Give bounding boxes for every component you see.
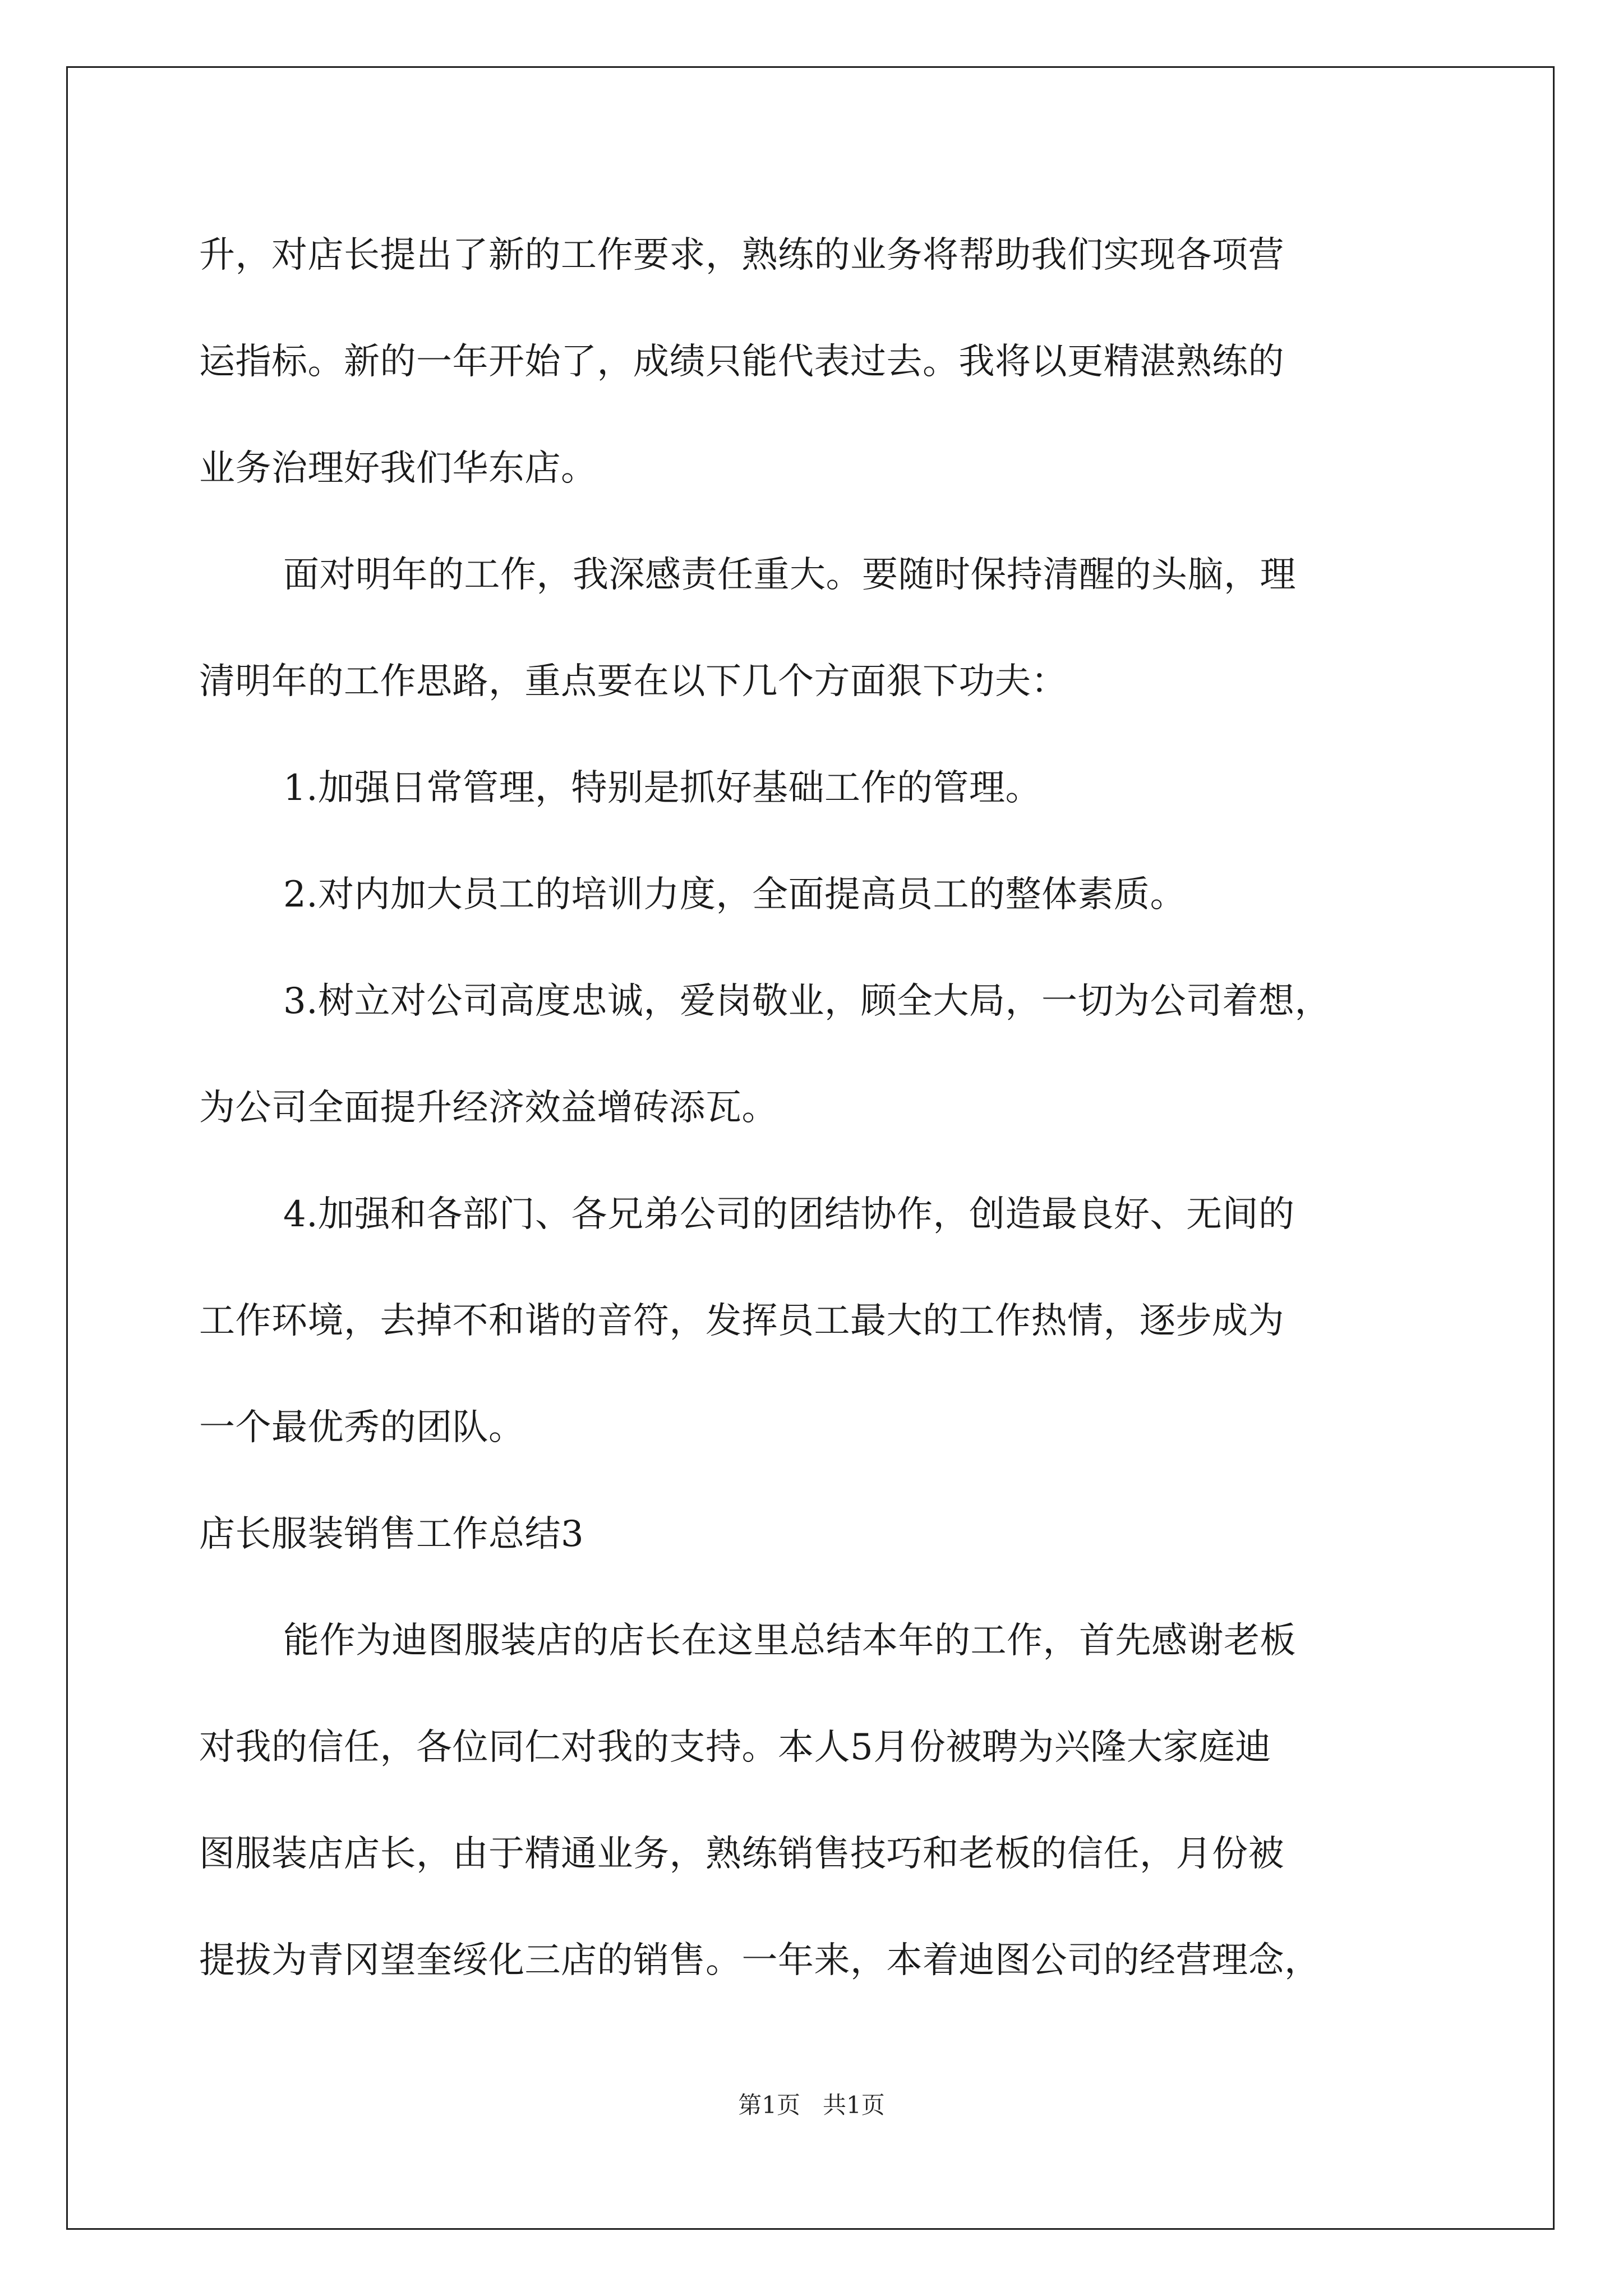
list-item: 4.加强和各部门、各兄弟公司的团结协作，创造最良好、无间的 bbox=[283, 1194, 1295, 1235]
paragraph-line: 面对明年的工作，我深感责任重大。要随时保持清醒的头脑，理 bbox=[283, 554, 1296, 596]
section-heading: 店长服装销售工作总结3 bbox=[199, 1513, 584, 1555]
document-body bbox=[199, 202, 1422, 2014]
paragraph-line: 为公司全面提升经济效益增砖添瓦。 bbox=[199, 1087, 778, 1129]
paragraph-line: 运指标。新的一年开始了，成绩只能代表过去。我将以更精湛熟练的 bbox=[199, 341, 1284, 383]
paragraph-line: 业务治理好我们华东店。 bbox=[199, 448, 597, 489]
paragraph-line: 图服装店店长，由于精通业务，熟练销售技巧和老板的信任，月份被 bbox=[199, 1833, 1284, 1875]
paragraph-line: 清明年的工作思路，重点要在以下几个方面狠下功夫： bbox=[199, 661, 1067, 702]
list-item: 1.加强日常管理，特别是抓好基础工作的管理。 bbox=[283, 767, 1042, 809]
paragraph-line: 一个最优秀的团队。 bbox=[199, 1407, 525, 1448]
paragraph-line: 提拔为青冈望奎绥化三店的销售。一年来，本着迪图公司的经营理念， bbox=[199, 1940, 1321, 1981]
paragraph-line: 对我的信任，各位同仁对我的支持。本人5月份被聘为兴隆大家庭迪 bbox=[199, 1727, 1271, 1768]
paragraph-line: 升，对店长提出了新的工作要求，熟练的业务将帮助我们实现各项营 bbox=[199, 234, 1284, 276]
paragraph-line: 工作环境，去掉不和谐的音符，发挥员工最大的工作热情，逐步成为 bbox=[199, 1300, 1284, 1342]
page-number: 第1页 共1页 bbox=[738, 2091, 885, 2119]
paragraph-line: 能作为迪图服装店的店长在这里总结本年的工作，首先感谢老板 bbox=[283, 1620, 1296, 1662]
list-item: 3.树立对公司高度忠诚，爱岗敬业，顾全大局，一切为公司着想， bbox=[283, 981, 1331, 1022]
list-item: 2.对内加大员工的培训力度，全面提高员工的整体素质。 bbox=[283, 874, 1187, 915]
